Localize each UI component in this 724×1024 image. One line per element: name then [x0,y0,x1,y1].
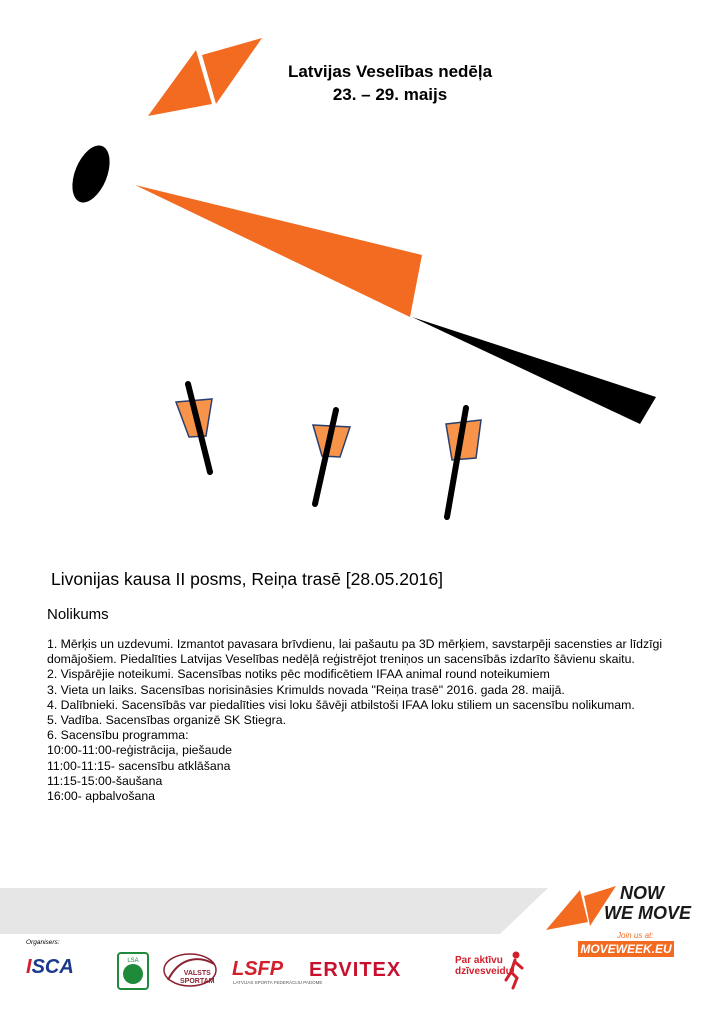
now-we-move-text: WE MOVE [604,903,692,923]
rules-paragraph: 3. Vieta un laiks. Sacensības norisināsies Krimulds novada "Reiņa trasē" 2016. gada 28. maijā. [47,682,565,697]
rules-paragraph: 5. Vadība. Sacensības organizē SK Stiegra. [47,713,287,728]
lsfp-logo-subtitle: LATVIJAS SPORTA FEDERĀCIJU PADOME [233,980,323,985]
rules-paragraph: 2. Vispārējie noteikumi. Sacensības notiks pēc modificētiem IFAA animal round noteikumiem [47,667,550,682]
document-heading: Nolikums [47,606,109,623]
valsts-sportam-text: VALSTS SPORTAM [180,970,215,985]
join-us-label: Join us at: [617,931,654,940]
schedule-item: 16:00- apbalvošana [47,789,156,804]
header-title [250,60,530,106]
header-title-line1: Latvijas Veselības nedēļa [287,62,493,81]
rules-paragraph: 6. Sacensību programma: [47,728,189,743]
arrow-shape-2 [313,410,350,504]
arrow-shape-1 [176,384,212,472]
rules-paragraph: 1. Mērķis un uzdevumi. Izmantot pavasara brīvdienu, lai pašautu pa 3D mērķiem, savstarpēji sacensties ar līdzīgi domājošiem. Piedalīties Latvijas Veselības nedēļā reģistrējot treniņos un sacensībās izdarīto šāvienu skaitu. [47,637,663,667]
lsa-logo [117,952,149,990]
moveweek-logo-icon [148,38,262,116]
event-title: Livonijas kausa II posms, Reiņa trasē [28.05.2016] [51,569,444,589]
runner-icon [503,950,525,990]
par-aktivu-dzivesveidu-logo: Par aktīvu dzīvesveidu! [455,955,516,977]
schedule-item: 10:00-11:00-reģistrācija, piešaude [47,743,233,758]
ervitex-logo: ERVITEX [309,959,402,981]
rules-body [47,637,677,804]
now-we-move-text: NOW [620,883,664,903]
rules-paragraph: 4. Dalībnieki. Sacensībās var piedalīties visi loku šāvēji atbilstoši IFAA loku stiliem un sacensību nolikumam. [47,697,635,712]
black-wedge-shape [412,317,656,424]
arrow-shape-3 [446,408,481,517]
svg-text:LSA: LSA [127,958,139,964]
lsfp-logo: LSFP [232,958,284,980]
ball-shape [65,140,117,208]
isca-logo: ISCA [26,956,74,978]
orange-triangle-shape [135,185,422,317]
moveweek-website-link[interactable]: MOVEWEEK.EU [578,941,674,957]
header-dates: 23. – 29. maijs [332,85,448,104]
schedule-item: 11:15-15:00-šaušana [47,773,163,788]
organisers-label: Organisers: [26,939,60,946]
schedule-item: 11:00-11:15- sacensību atklāšana [47,758,231,773]
